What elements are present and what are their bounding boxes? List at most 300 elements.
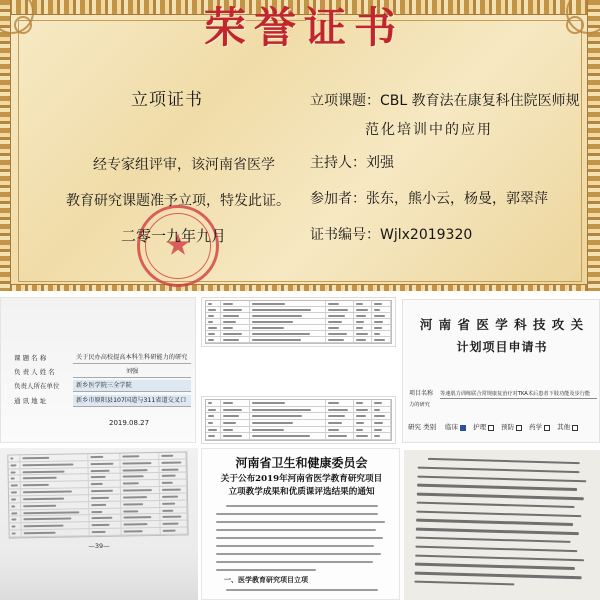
table-cell [221, 407, 251, 413]
table-cell [221, 313, 251, 318]
table-cell [121, 514, 160, 521]
table-cell [9, 503, 22, 509]
illegible-text [223, 435, 242, 437]
category-label: 临床 [445, 423, 459, 431]
table-cell [326, 433, 354, 439]
project-participants: 参加者：张东，熊小云，杨曼，郭翠萍 [310, 191, 548, 207]
illegible-text [11, 498, 16, 500]
table-cell [21, 495, 89, 502]
table-cell [206, 307, 221, 312]
table-cell [354, 400, 373, 406]
table-cell [206, 313, 221, 318]
illegible-text [223, 429, 233, 431]
form-row-leader [1, 366, 196, 378]
illegible-text [252, 309, 311, 311]
table-cell [89, 501, 121, 507]
table-cell [9, 469, 22, 475]
table-cell [22, 522, 90, 529]
illegible-text [328, 415, 345, 417]
form-value: 新乡市原阳县107国道与311省道交叉口 [73, 395, 191, 407]
table-cell [354, 307, 373, 312]
notice-body [216, 505, 388, 577]
project-host: 主持人：刘强 [310, 155, 394, 171]
form-row-topic [1, 352, 196, 364]
illegible-text-line [226, 589, 377, 591]
illegible-text [252, 422, 292, 424]
typed-document [404, 450, 600, 600]
illegible-text [123, 510, 138, 512]
certificate-statement-line1: 经专家组评审，该河南省医学 [93, 157, 275, 173]
table-cell [354, 337, 373, 342]
typed-document-body [414, 458, 590, 594]
illegible-text [91, 490, 113, 492]
illegible-text [11, 485, 18, 487]
table-cell [372, 337, 391, 342]
category-label: 药学 [529, 423, 543, 431]
topic-form-document [0, 297, 196, 443]
illegible-text [374, 333, 379, 335]
table-cell [206, 407, 221, 413]
table-cell [326, 427, 354, 433]
table-cell [372, 313, 391, 318]
illegible-text-line [416, 537, 571, 544]
border-band-bottom [0, 284, 600, 291]
checkbox-icon [572, 425, 578, 431]
illegible-text [328, 435, 347, 437]
research-category-row [408, 423, 585, 432]
illegible-text [223, 339, 239, 341]
table-cell [326, 313, 354, 318]
illegible-text [208, 422, 213, 424]
illegible-text [91, 497, 109, 499]
table-cell [221, 331, 251, 336]
table-cell [121, 508, 160, 515]
illegible-text [356, 415, 366, 417]
illegible-text [162, 455, 173, 457]
illegible-text [252, 333, 309, 335]
illegible-text [374, 429, 381, 431]
table-cell [206, 331, 221, 336]
result-table [205, 399, 392, 441]
category-pharmacy [529, 423, 550, 432]
table-row [206, 407, 391, 414]
result-table-document-bottom [201, 396, 396, 444]
table-cell [89, 467, 121, 473]
illegible-text [252, 315, 302, 317]
illegible-text [356, 402, 363, 404]
illegible-text [252, 409, 311, 411]
table-cell [89, 508, 121, 514]
table-cell [372, 301, 391, 306]
table-cell [250, 400, 326, 406]
table-cell [160, 466, 187, 472]
illegible-text [223, 309, 243, 311]
table-cell [90, 529, 122, 535]
table-cell [160, 493, 187, 499]
project-name-value-line1: 等速肌力训练联合常规康复治疗对TKA术后患者下肢功能及步行能 [440, 390, 597, 399]
illegible-text [92, 531, 106, 533]
illegible-text [163, 530, 176, 532]
table-cell [372, 331, 391, 336]
illegible-text-line [216, 553, 381, 555]
table-cell [250, 307, 326, 312]
illegible-text [252, 435, 309, 437]
illegible-text [162, 461, 181, 463]
illegible-text [356, 315, 366, 317]
table-cell [354, 331, 373, 336]
illegible-text [23, 470, 65, 473]
category-clinical [445, 423, 466, 432]
table-cell [221, 337, 251, 342]
category-other [557, 423, 578, 432]
table-row [206, 413, 391, 420]
table-cell [372, 319, 391, 324]
table-cell [250, 420, 326, 426]
table-cell [250, 313, 326, 318]
illegible-text [223, 333, 242, 335]
checkbox-icon [544, 425, 550, 431]
certificate-number: 证书编号：Wjlx2019320 [310, 227, 473, 243]
table-cell [221, 433, 251, 439]
table-cell [354, 325, 373, 330]
table-cell [221, 427, 251, 433]
illegible-text [24, 511, 80, 514]
table-cell [250, 413, 326, 419]
form-value: 刘强 [73, 366, 191, 378]
illegible-text [208, 415, 214, 417]
form-label: 课 题 名 称 [14, 354, 47, 362]
illegible-text [252, 339, 300, 341]
illegible-text [356, 309, 368, 311]
table-cell [120, 453, 159, 460]
illegible-text [328, 422, 342, 424]
table-cell [372, 413, 391, 419]
research-category-label: 研究 类别 [408, 423, 437, 431]
illegible-text [163, 509, 173, 511]
illegible-text-line [417, 475, 586, 482]
illegible-text [208, 321, 213, 323]
illegible-text [23, 484, 49, 486]
table-cell [221, 319, 251, 324]
seal-stamp [137, 205, 219, 287]
table-cell [354, 313, 373, 318]
form-value: 新乡医学院三全学院 [73, 380, 191, 392]
illegible-text [223, 327, 233, 329]
illegible-text [328, 402, 339, 404]
illegible-text [223, 415, 239, 417]
illegible-text [12, 532, 16, 534]
table-cell [88, 460, 120, 466]
table-cell [89, 495, 121, 501]
illegible-text-line [216, 561, 373, 563]
table-cell [22, 529, 90, 536]
illegible-text-line [417, 493, 584, 500]
table-cell [206, 433, 221, 439]
illegible-text [328, 429, 339, 431]
illegible-text [91, 483, 103, 485]
result-table [205, 300, 392, 344]
illegible-text [10, 464, 16, 466]
table-cell [354, 301, 373, 306]
table-cell [250, 407, 326, 413]
table-cell [326, 307, 354, 312]
table-cell [89, 488, 121, 494]
illegible-text [328, 321, 342, 323]
certificate-statement-line2: 教育研究课题准予立项，特发此证。 [66, 193, 290, 209]
illegible-text [91, 510, 102, 512]
table-cell [122, 528, 161, 535]
notice-title-line2: 立项教学成果和优质课评选结果的通知 [228, 487, 375, 497]
illegible-text [124, 523, 148, 525]
illegible-text [356, 435, 368, 437]
table-cell [250, 337, 326, 342]
application-title-line2: 计划项目申请书 [456, 340, 548, 354]
illegible-text [328, 327, 339, 329]
table-cell [89, 481, 121, 487]
form-label: 负 责 人 姓 名 [14, 368, 55, 376]
illegible-text [356, 422, 365, 424]
table-cell [206, 337, 221, 342]
illegible-text [208, 409, 216, 411]
table-cell [206, 400, 221, 406]
form-row-address [1, 395, 196, 407]
illegible-text-line [216, 569, 316, 571]
table-row [206, 400, 391, 407]
table-cell [206, 301, 221, 306]
illegible-text [223, 409, 243, 411]
illegible-text [252, 327, 283, 329]
illegible-text [24, 518, 72, 521]
table-cell [326, 337, 354, 342]
illegible-text [374, 315, 385, 317]
table-cell [121, 480, 160, 487]
illegible-text [208, 429, 217, 431]
honor-certificate [0, 0, 600, 291]
checkbox-icon [460, 425, 466, 431]
table-cell [250, 325, 326, 330]
illegible-text [223, 321, 236, 323]
table-cell [160, 480, 187, 486]
illegible-text [374, 321, 383, 323]
certificate-date: 二零一九年九月 [121, 227, 227, 245]
application-title-line1: 河 南 省 医 学 科 技 攻 关 [419, 317, 585, 332]
illegible-text [356, 429, 363, 431]
table-cell [354, 319, 373, 324]
illegible-text [223, 402, 234, 404]
table-cell [354, 433, 373, 439]
table-cell [21, 468, 89, 475]
form-label: 通 讯 地 址 [14, 397, 47, 405]
table-cell [354, 407, 373, 413]
illegible-text-line [216, 537, 383, 539]
table-cell [250, 433, 326, 439]
table-cell [372, 407, 391, 413]
illegible-text [208, 309, 216, 311]
illegible-text [23, 477, 57, 480]
illegible-text [123, 516, 151, 518]
table-row [206, 433, 391, 440]
table-cell [250, 427, 326, 433]
illegible-text [123, 476, 144, 478]
illegible-text-line [416, 519, 573, 526]
category-label: 其他 [557, 423, 571, 431]
project-name-label: 项目名称 [409, 390, 434, 397]
illegible-text [252, 429, 283, 431]
illegible-text [223, 303, 234, 305]
form-date: 2019.08.27 [109, 419, 150, 427]
illegible-text [328, 409, 348, 411]
table-cell [9, 524, 22, 530]
certificate-title: 荣誉证书 [203, 3, 404, 52]
table-cell [9, 476, 22, 482]
illegible-text [24, 532, 55, 535]
illegible-text [356, 327, 363, 329]
illegible-text [91, 469, 110, 471]
illegible-text [328, 315, 345, 317]
illegible-text [162, 475, 176, 477]
table-cell [21, 461, 89, 468]
table-cell [221, 325, 251, 330]
illegible-text [91, 504, 106, 506]
illegible-text-line [415, 572, 582, 579]
illegible-text [11, 478, 15, 480]
illegible-text [374, 327, 381, 329]
illegible-text [162, 482, 173, 484]
illegible-text-line [216, 513, 378, 515]
illegible-text [328, 333, 347, 335]
table-cell [326, 319, 354, 324]
form-row-unit [1, 380, 196, 392]
illegible-text [122, 455, 139, 457]
notice-section-heading: 一、医学教育研究项目立项 [224, 576, 308, 584]
table-cell [221, 420, 251, 426]
illegible-text [356, 409, 368, 411]
table-cell [8, 462, 21, 468]
table-cell [372, 400, 391, 406]
illegible-text-line [418, 466, 580, 473]
illegible-text [374, 435, 379, 437]
table-cell [354, 420, 373, 426]
table-cell [160, 487, 187, 493]
table-cell [90, 522, 122, 528]
table-cell [21, 475, 89, 482]
illegible-text [374, 422, 383, 424]
table-cell [9, 510, 22, 516]
illegible-text [123, 489, 152, 492]
table-cell [206, 420, 221, 426]
project-name-value-line2: 力的研究 [409, 402, 430, 408]
table-cell [88, 454, 120, 460]
illegible-text [11, 519, 16, 521]
illegible-text [162, 489, 181, 491]
table-cell [354, 413, 373, 419]
illegible-text [23, 463, 73, 466]
illegible-text [11, 512, 17, 514]
illegible-text [374, 415, 385, 417]
illegible-text [223, 422, 236, 424]
illegible-text [356, 321, 365, 323]
illegible-text [163, 516, 181, 518]
table-cell [9, 517, 22, 523]
illegible-text [123, 462, 152, 465]
illegible-text [123, 469, 148, 471]
table-cell [372, 433, 391, 439]
illegible-text [24, 525, 63, 528]
table-cell [206, 427, 221, 433]
illegible-text-line [417, 484, 577, 491]
illegible-text [90, 456, 102, 458]
category-prevention [501, 423, 522, 432]
illegible-text [328, 303, 339, 305]
table-cell [206, 325, 221, 330]
form-label: 负责人所在单位 [14, 382, 60, 390]
project-title-line1: 立项课题：CBL 教育法在康复科住院医师规 [310, 93, 580, 109]
notice-body [216, 589, 388, 597]
illegible-text-line [415, 545, 577, 552]
table-cell [22, 502, 90, 509]
illegible-text [252, 321, 292, 323]
table-cell [250, 319, 326, 324]
appendix-table-document [0, 448, 198, 600]
illegible-text [374, 339, 384, 341]
table-cell [221, 400, 251, 406]
table-cell [121, 467, 160, 474]
illegible-text [208, 315, 214, 317]
table-cell [160, 452, 187, 458]
table-cell [160, 500, 187, 506]
table-cell [21, 481, 89, 488]
table-cell [326, 407, 354, 413]
table-cell [121, 494, 160, 501]
table-cell [121, 460, 160, 467]
illegible-text-line [416, 510, 581, 517]
table-cell [326, 400, 354, 406]
table-cell [122, 521, 161, 528]
table-cell [121, 487, 160, 494]
illegible-text [328, 339, 344, 341]
category-label: 预防 [501, 423, 515, 431]
table-cell [22, 509, 90, 516]
category-nursing [473, 423, 494, 432]
illegible-text [23, 490, 72, 493]
table-cell [89, 474, 121, 480]
table-cell [221, 413, 251, 419]
illegible-text [208, 327, 217, 329]
table-cell [160, 459, 187, 465]
form-value: 关于民办高校提高本科生科研能力的研究 [73, 352, 191, 364]
illegible-text [328, 309, 348, 311]
table-cell [206, 319, 221, 324]
application-document [402, 299, 600, 443]
illegible-text-line [417, 502, 575, 509]
illegible-text-line [415, 554, 584, 561]
table-cell [326, 331, 354, 336]
table-row [206, 337, 391, 343]
table-cell [121, 501, 160, 508]
illegible-text [11, 491, 17, 493]
notice-issuer: 河南省卫生和健康委员会 [235, 456, 368, 470]
checkbox-icon [488, 425, 494, 431]
table-cell [21, 488, 89, 495]
illegible-text [374, 309, 380, 311]
illegible-text-line [416, 528, 579, 535]
illegible-text [23, 497, 64, 500]
inner-frame-line [18, 20, 582, 282]
table-cell [9, 483, 22, 489]
illegible-text [23, 457, 50, 459]
notice-title-line1: 关于公布2019年河南省医学教育研究项目 [220, 474, 383, 484]
illegible-text [123, 503, 143, 505]
